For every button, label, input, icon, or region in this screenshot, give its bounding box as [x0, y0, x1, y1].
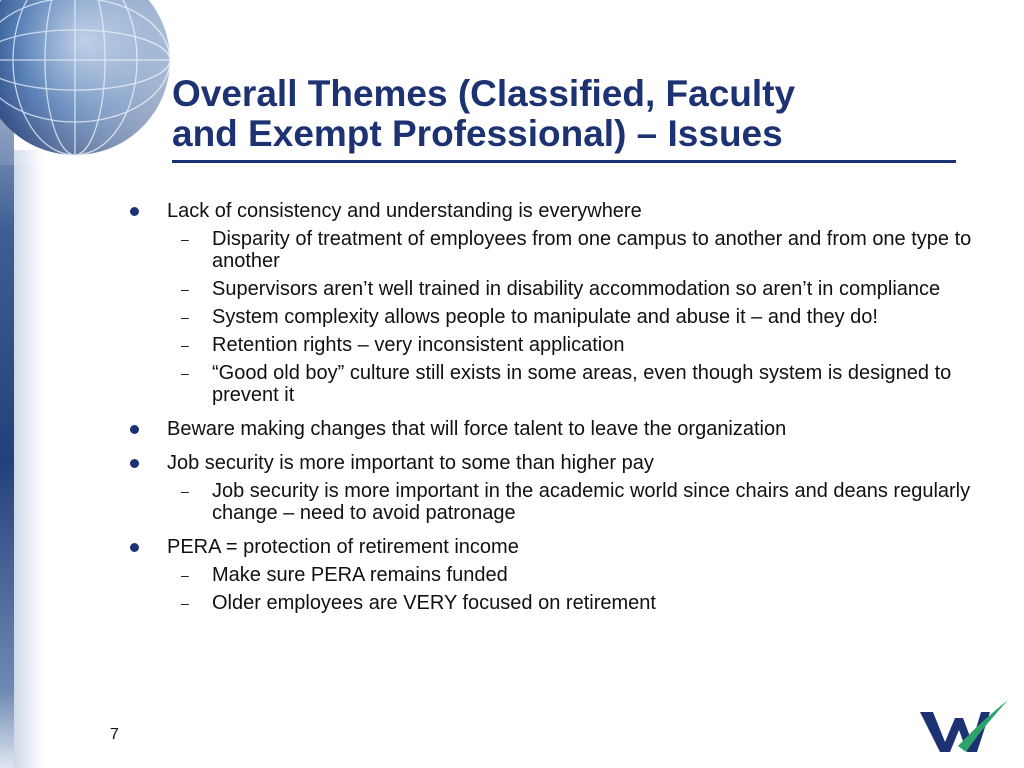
bullet-item — [130, 536, 990, 614]
sub-bullet-item — [167, 480, 990, 524]
sub-bullet-text: Older employees are VERY focused on retirement — [212, 592, 656, 614]
slide-title-line-1: Overall Themes (Classified, Faculty — [172, 73, 796, 114]
bullet-item — [130, 200, 990, 406]
sub-list — [167, 480, 990, 524]
sub-bullet-text: Supervisors aren’t well trained in disability accommodation so aren’t in compliance — [212, 278, 941, 300]
title-underline — [172, 160, 956, 163]
sub-bullet-text: Disparity of treatment of employees from one campus to another and from one type to another — [212, 228, 972, 272]
globe-icon — [0, 0, 175, 165]
slide-title — [172, 74, 972, 154]
sub-list — [167, 228, 990, 406]
dash-marker: – — [181, 365, 189, 381]
dash-marker: – — [181, 309, 189, 325]
bullet-dot — [130, 543, 139, 552]
w-logo-icon — [918, 696, 1010, 756]
dash-marker: – — [181, 595, 189, 611]
bullet-dot — [130, 459, 139, 468]
sub-bullet-text: Retention rights – very inconsistent application — [212, 334, 625, 356]
bullet-text: Beware making changes that will force talent to leave the organization — [167, 418, 787, 440]
sidebar-fade — [14, 150, 44, 768]
sub-bullet-item — [167, 228, 990, 272]
sub-bullet-text: Make sure PERA remains funded — [212, 564, 508, 586]
sub-bullet-item — [167, 306, 990, 328]
sub-bullet-item — [167, 278, 990, 300]
dash-marker: – — [181, 337, 189, 353]
dash-marker: – — [181, 483, 189, 499]
sub-bullet-item — [167, 362, 990, 406]
bullet-text: Lack of consistency and understanding is everywhere — [167, 200, 642, 222]
dash-marker: – — [181, 231, 189, 247]
dash-marker: – — [181, 281, 189, 297]
sub-bullet-text: System complexity allows people to manipulate and abuse it – and they do! — [212, 306, 878, 328]
bullet-item — [130, 452, 990, 524]
bullet-item — [130, 418, 990, 440]
bullet-text: PERA = protection of retirement income — [167, 536, 519, 558]
sub-bullet-text: Job security is more important in the academic world since chairs and deans regularly change – need to avoid patronage — [212, 480, 971, 524]
sub-list — [167, 564, 990, 614]
sub-bullet-item — [167, 334, 990, 356]
bullet-dot — [130, 425, 139, 434]
sub-bullet-item — [167, 592, 990, 614]
dash-marker: – — [181, 567, 189, 583]
slide-content — [130, 200, 990, 626]
page-number: 7 — [110, 726, 119, 743]
slide-title-line-2: and Exempt Professional) – Issues — [172, 113, 783, 154]
sub-bullet-text: “Good old boy” culture still exists in some areas, even though system is designed to prevent it — [212, 362, 952, 406]
bullet-text: Job security is more important to some than higher pay — [167, 452, 654, 474]
sub-bullet-item — [167, 564, 990, 586]
bullet-dot — [130, 207, 139, 216]
